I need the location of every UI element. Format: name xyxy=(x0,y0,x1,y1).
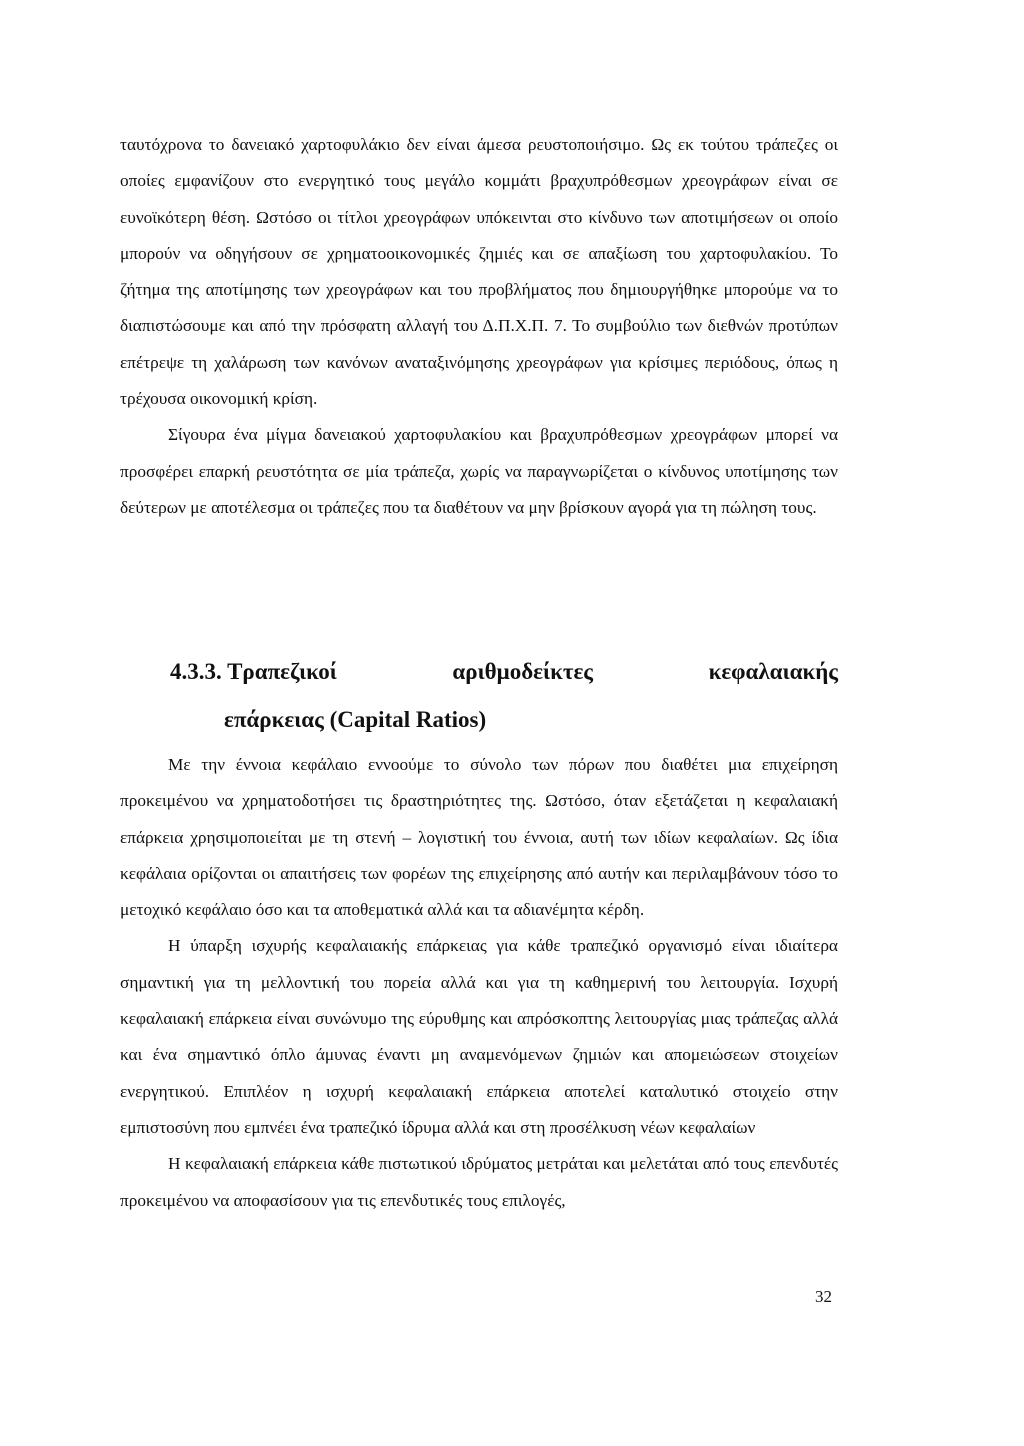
paragraph-capital-definition: Με την έννοια κεφάλαιο εννοούμε το σύνολο των πόρων που διαθέτει μια επιχείρηση προκειμένου να χρηματοδοτήσει τις δραστηριότητες της. Ωστόσο, όταν εξετάζεται η κεφαλαιακή επάρκεια χρησιμοποιείται με τη στενή – λογιστική του έννοια, αυτή των ιδίων κεφαλαίων. Ως ίδια κεφάλαια ορίζονται οι απαιτήσεις των φορέων της επιχείρησης από αυτήν και περιλαμβάνουν τόσο το μετοχικό κεφάλαιο όσο και τα αποθεματικά αλλά και τα αδιανέμητα κέρδη. xyxy=(120,755,838,920)
paragraph-securities-mix: Σίγουρα ένα μίγμα δανειακού χαρτοφυλακίου και βραχυπρόθεσμων χρεογράφων μπορεί να προσφέρει επαρκή ρευστότητα σε μία τράπεζα, χωρίς να παραγνωρίζεται ο κίνδυνος υποτίμησης των δεύτερων με αποτέλεσμα οι τράπεζες που τα διαθέτουν να μην βρίσκουν αγορά για τη πώληση τους. xyxy=(120,425,838,517)
section-heading xyxy=(170,648,838,744)
section-heading-line1 xyxy=(170,648,838,696)
body-text-lower xyxy=(120,747,838,1219)
section-heading-word2: αριθμοδείκτες xyxy=(452,659,594,684)
paragraph-capital-adequacy-importance: Η ύπαρξη ισχυρής κεφαλαιακής επάρκειας για κάθε τραπεζικό οργανισμό είναι ιδιαίτερα σημαντική για τη μελλοντική του πορεία αλλά και για τη καθημερινή του λειτουργία. Ισχυρή κεφαλαιακή επάρκεια είναι συνώνυμο της εύρυθμης και απρόσκοπτης λειτουργίας μιας τράπεζας αλλά και ένα σημαντικό όπλο άμυνας έναντι μη αναμενόμενων ζημιών και απομειώσεων στοιχείων ενεργητικού. Επιπλέον η ισχυρή κεφαλαιακή επάρκεια αποτελεί καταλυτικό στοιχείο στην εμπιστοσύνη που εμπνέει ένα τραπεζικό ίδρυμα αλλά και στη προσέλκυση νέων κεφαλαίων xyxy=(120,936,838,1137)
body-text-upper xyxy=(120,127,838,526)
page-number: 32 xyxy=(815,1287,832,1306)
section-heading-number-word xyxy=(170,648,337,696)
section-heading-word3: κεφαλαιακής xyxy=(708,659,838,684)
paragraph-investor-assessment: Η κεφαλαιακή επάρκεια κάθε πιστωτικού ιδρύματος μετράται και μελετάται από τους επενδυτές προκειμένου να αποφασίσουν για τις επενδυτικές τους επιλογές, xyxy=(120,1154,838,1210)
section-heading-word1: Τραπεζικοί xyxy=(227,659,337,684)
section-number: 4.3.3. xyxy=(170,659,222,684)
section-heading-line2: επάρκειας (Capital Ratios) xyxy=(224,707,487,732)
paragraph-liquidity: ταυτόχρονα το δανειακό χαρτοφυλάκιο δεν είναι άμεσα ρευστοποιήσιμο. Ως εκ τούτου τράπεζες οι οποίες εμφανίζουν στο ενεργητικό τους μεγάλο κομμάτι βραχυπρόθεσμων χρεογράφων είναι σε ευνοϊκότερη θέση. Ωστόσο οι τίτλοι χρεογράφων υπόκεινται στο κίνδυνο των αποτιμήσεων οι οποίο μπορούν να οδηγήσουν σε χρηματοοικονομικές ζημιές και σε απαξίωση του χαρτοφυλακίου. Το ζήτημα της αποτίμησης των χρεογράφων και του προβλήματος που δημιουργήθηκε μπορούμε να το διαπιστώσουμε και από την πρόσφατη αλλαγή του Δ.Π.Χ.Π. 7. Το συμβούλιο των διεθνών προτύπων επέτρεψε τη χαλάρωση των κανόνων αναταξινόμησης χρεογράφων για κρίσιμες περιόδους, όπως η τρέχουσα οικονομική κρίση. xyxy=(120,135,838,409)
